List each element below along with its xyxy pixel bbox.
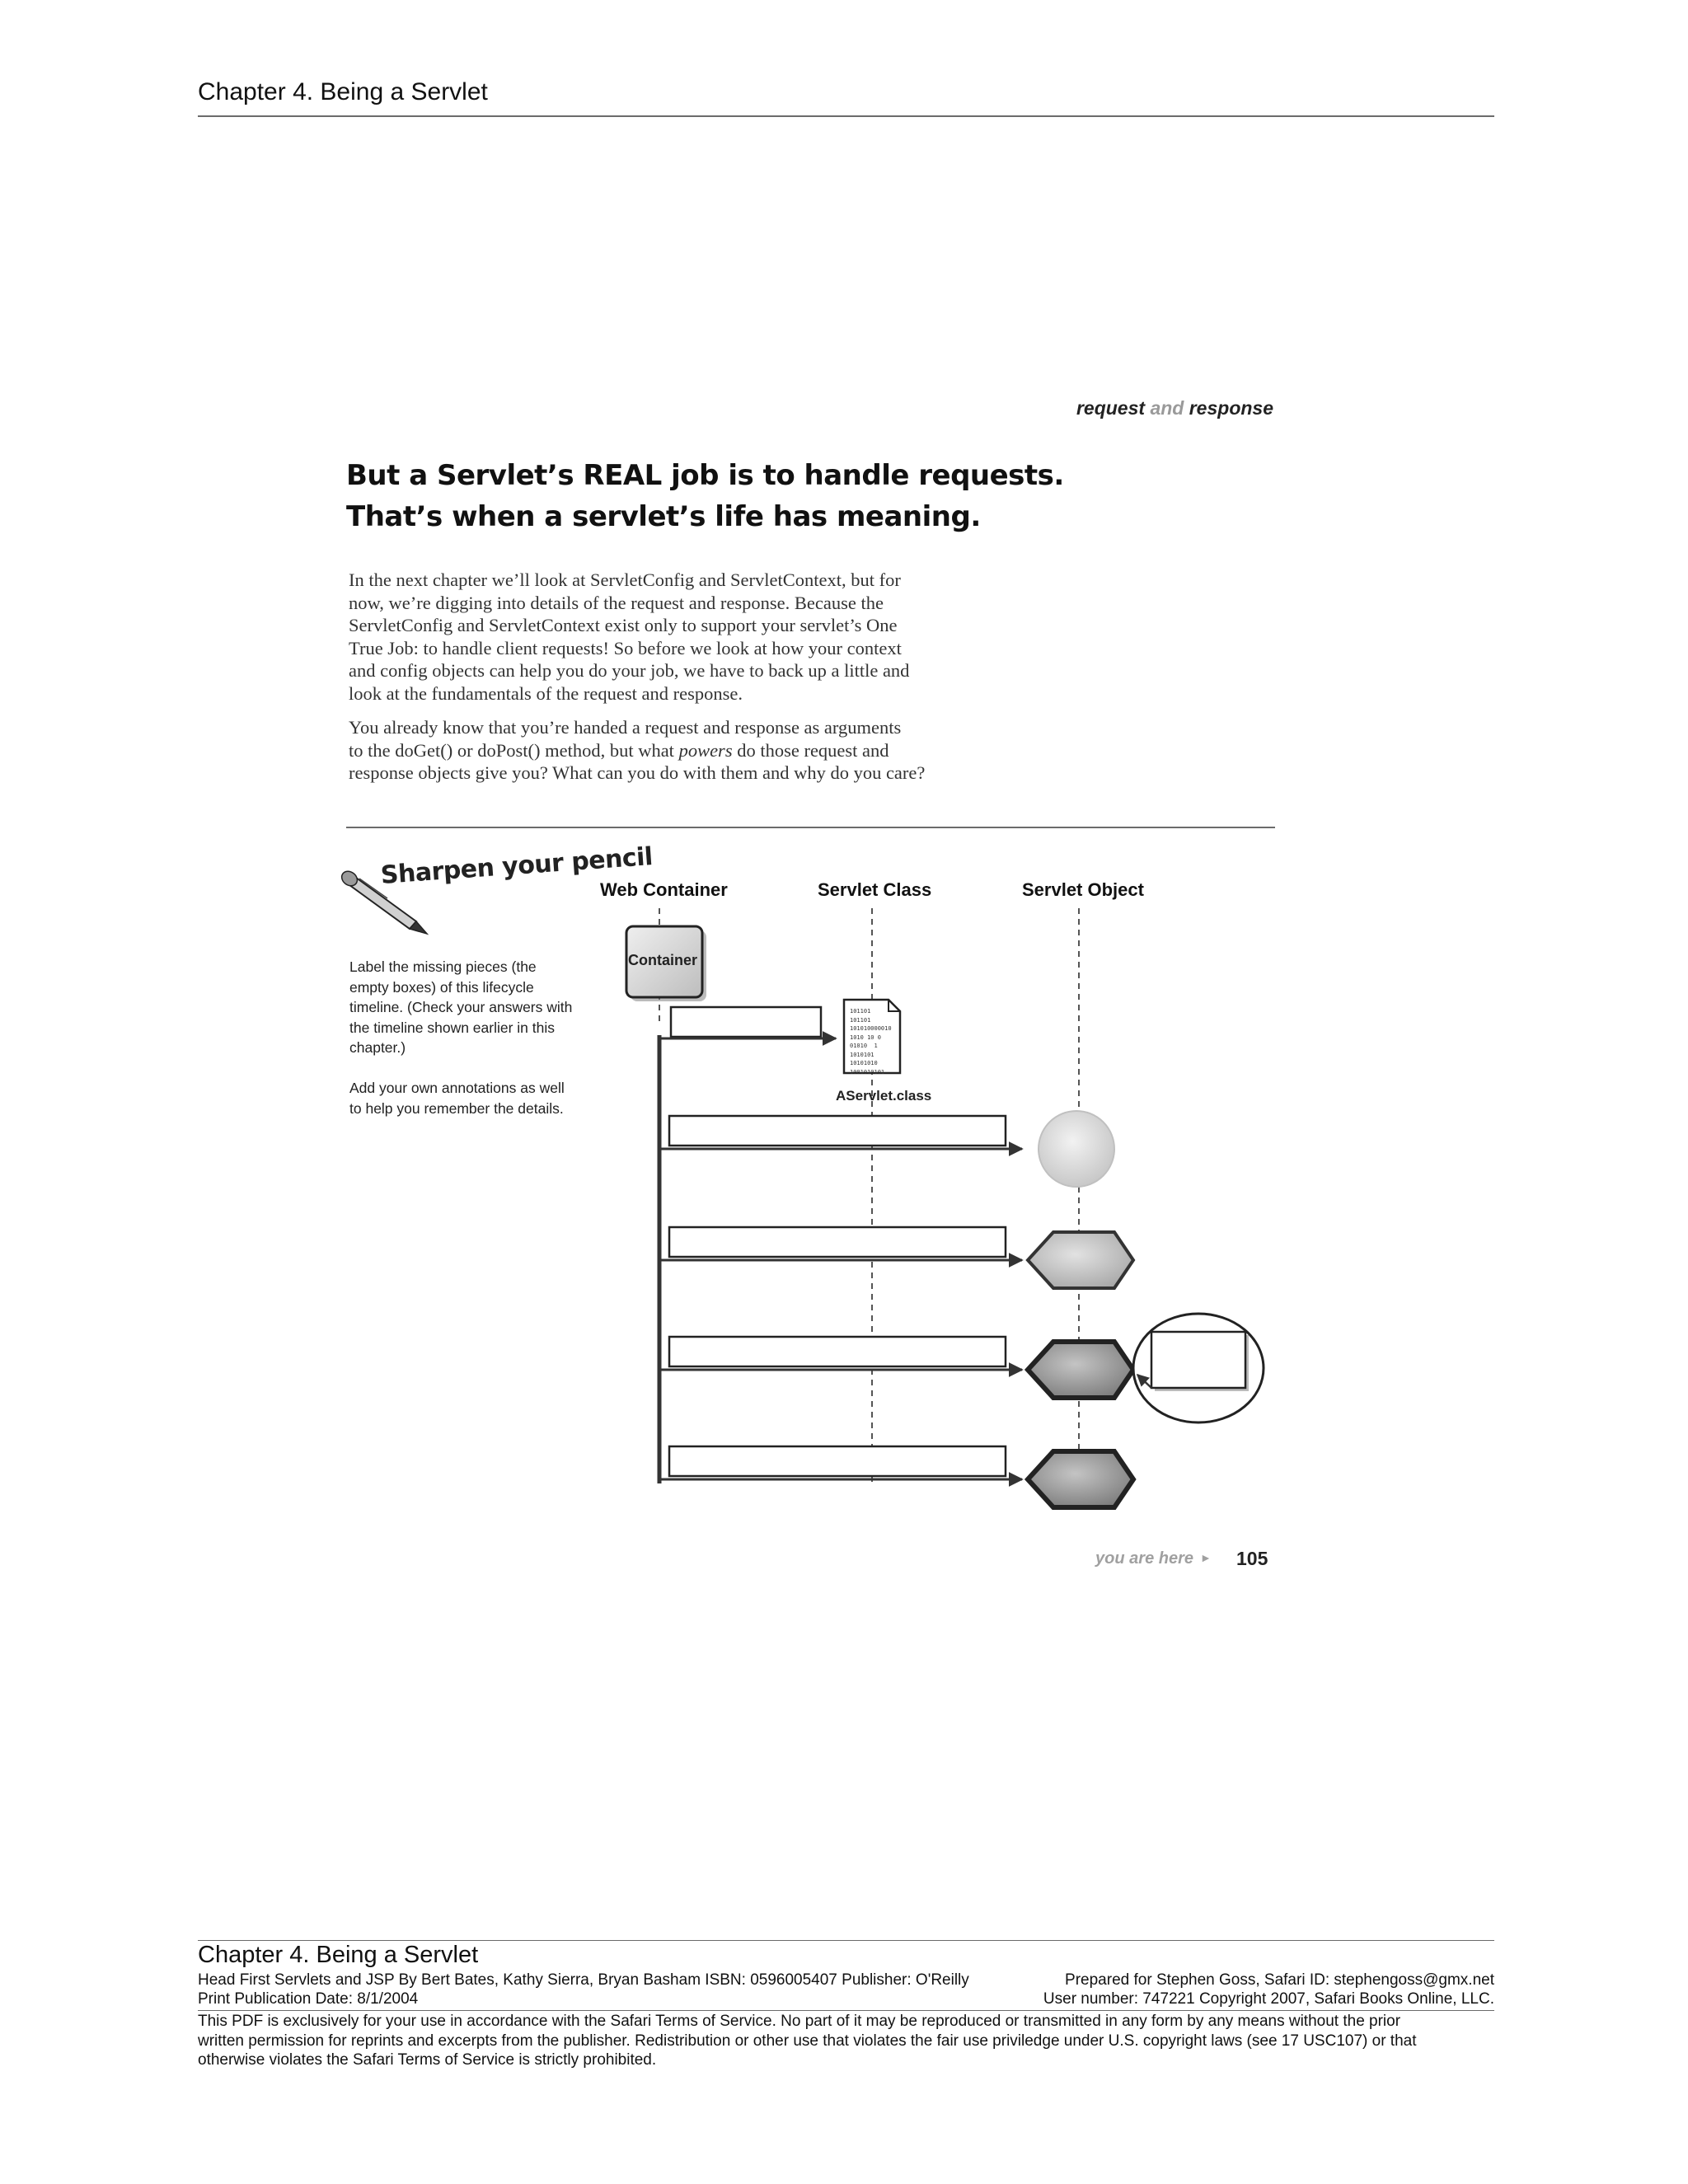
headline-line-1: But a Servlet’s REAL job is to handle requests. [346, 459, 1064, 492]
annotation-line: Add your own annotations as well [349, 1080, 565, 1096]
instruction-line: timeline. (Check your answers with [349, 999, 573, 1015]
instruction-line: chapter.) [349, 1039, 406, 1056]
sharpen-pencil-title: Sharpen your pencil [379, 841, 654, 890]
chapter-title-footer: Chapter 4. Being a Servlet [198, 1942, 479, 1968]
servlet-object-hexagon-1 [1028, 1232, 1133, 1288]
book-info: Head First Servlets and JSP By Bert Bates, Kathy Sierra, Bryan Basham ISBN: 0596005407 Publisher: O'Reilly [198, 1971, 969, 1989]
binary-line: 10101010 [850, 1060, 878, 1066]
body-line: ServletConfig and ServletContext exist only to support your servlet’s One [349, 615, 898, 635]
emphasis-powers: powers [678, 739, 733, 761]
publication-date: Print Publication Date: 8/1/2004 [198, 1990, 419, 2008]
binary-line: 1001010101 [850, 1068, 885, 1076]
annotation-note [349, 1078, 580, 1118]
headline-line-2: That’s when a servlet’s life has meaning. [346, 500, 981, 533]
triangle-right-icon: ► [1200, 1551, 1212, 1564]
blank-box-3 [669, 1227, 1006, 1257]
column-web-container: Web Container [600, 879, 728, 900]
body-line: response objects give you? What can you do with them and why do you care? [349, 762, 926, 783]
binary-line: 101101 [850, 1008, 871, 1015]
instruction-line: the timeline shown earlier in this [349, 1019, 556, 1036]
footer-rule-top [198, 1940, 1494, 1941]
container-label: Container [628, 952, 698, 968]
footer-rule-bottom [198, 2010, 1494, 2011]
chapter-title-header: Chapter 4. Being a Servlet [198, 78, 488, 105]
body-line: In the next chapter we’ll look at ServletConfig and ServletContext, but for [349, 569, 901, 590]
class-file-label: AServlet.class [836, 1088, 932, 1104]
body-text: to the doGet() or doPost() method, but what [349, 739, 679, 761]
blank-box-2 [669, 1116, 1006, 1146]
servlet-object-hexagon-3 [1028, 1451, 1133, 1507]
binary-line: 1010 10 0 [850, 1033, 881, 1041]
section-heading-response: response [1189, 397, 1273, 419]
body-line: You already know that you’re handed a request and response as arguments [349, 717, 902, 738]
terms-notice [198, 2012, 1494, 2070]
body-line: now, we’re digging into details of the request and response. Because the [349, 592, 884, 613]
annotation-line: to help you remember the details. [349, 1099, 564, 1117]
terms-line: written permission for reprints and excerpts from the publisher. Redistribution or other use that violates the fair use priviledge under U.S. copyright laws (see 17 USC107) or that [198, 2032, 1417, 2050]
column-servlet-object: Servlet Object [1022, 879, 1144, 900]
section-heading-request: request [1076, 397, 1146, 419]
servlet-object-hexagon-2 [1028, 1342, 1133, 1398]
binary-line: 1010101 [850, 1051, 874, 1058]
exercise-instructions [349, 957, 580, 1058]
terms-line: This PDF is exclusively for your use in accordance with the Safari Terms of Service. No part of it may be reproduced or transmitted in any form by any means without the prior [198, 2013, 1401, 2030]
blank-box-4 [669, 1337, 1006, 1366]
body-text: do those request and [732, 739, 889, 761]
column-servlet-class: Servlet Class [818, 879, 932, 900]
terms-line: otherwise violates the Safari Terms of Service is strictly prohibited. [198, 2051, 657, 2069]
binary-line: 101101 [850, 1016, 871, 1024]
instruction-line: Label the missing pieces (the [349, 958, 537, 975]
blank-box-1 [671, 1007, 821, 1037]
callout-bubble [1133, 1314, 1264, 1422]
body-line: and config objects can help you do your job, we have to back up a little and [349, 660, 910, 681]
prepared-for: Prepared for Stephen Goss, Safari ID: stephengoss@gmx.net [1065, 1971, 1494, 1989]
user-number: User number: 747221 Copyright 2007, Safari Books Online, LLC. [1043, 1990, 1494, 2008]
section-heading-and: and [1150, 397, 1184, 419]
servlet-object-ball [1039, 1111, 1114, 1187]
page-number: 105 [1236, 1548, 1268, 1569]
binary-line: 101010000010 [850, 1025, 892, 1032]
blank-box-5 [669, 1446, 1006, 1476]
body-line: True Job: to handle client requests! So before we look at how your context [349, 637, 902, 658]
binary-line: 01010 1 [850, 1043, 878, 1049]
body-line: look at the fundamentals of the request and response. [349, 682, 743, 704]
instruction-line: empty boxes) of this lifecycle [349, 978, 534, 996]
you-are-here-label: you are here [1095, 1549, 1193, 1568]
